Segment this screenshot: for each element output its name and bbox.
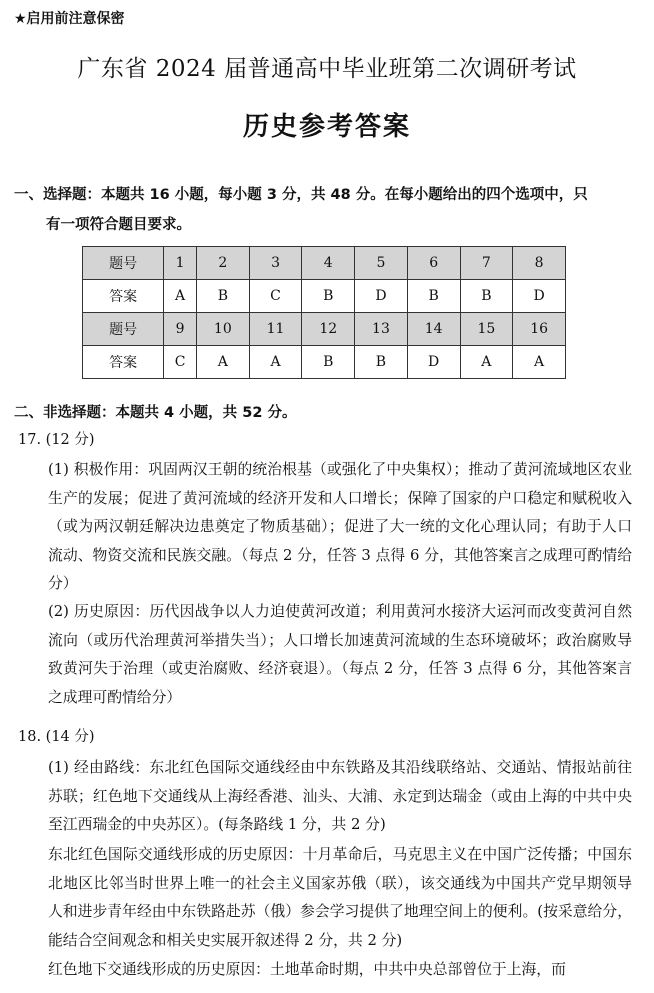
section-1-heading — [14, 180, 634, 240]
question-number-cell: 14 — [407, 313, 460, 346]
exam-title: 广东省 2024 届普通高中毕业班第二次调研考试 — [77, 56, 577, 82]
question-17-part-1: (1) 积极作用：巩固两汉王朝的统治根基（或强化了中央集权）；推动了黄河流域地区农业生产的发展；促进了黄河流域的经济开发和人口增长；保障了国家的户口稳定和赋税收入（或为两汉朝廷解决边患奠定了物质基础）；促进了大一统的文化心理认同；有助于人口流动、物资交流和民族交融。（每点 2 分，任答 3 点得 6 分，其他答案言之成理可酌情给分） — [48, 461, 632, 592]
question-number-cell: 6 — [407, 247, 460, 280]
question-18-part-1: (1) 经由路线：东北红色国际交通线经由中东铁路及其沿线联络站、交通站、情报站前往苏联；红色地下交通线从上海经香港、汕头、大浦、永定到达瑞金（或由上海的中共中央至江西瑞金的中央苏区）。(每条路线 1 分，共 2 分) — [48, 759, 632, 833]
answer-cell: B — [302, 280, 355, 313]
question-number-cell: 5 — [355, 247, 408, 280]
answer-cell: B — [355, 346, 408, 379]
question-17-part-2: (2) 历史原因：历代因战争以人力迫使黄河改道；利用黄河水接济大运河而改变黄河自然流向（或历代治理黄河举措失当）；人口增长加速黄河流域的生态环境破坏；政治腐败导致黄河失于治理（或吏治腐败、经济衰退）。（每点 2 分，任答 3 点得 6 分，其他答案言之成理可酌情给分） — [48, 603, 632, 706]
question-number-row — [83, 313, 566, 346]
answer-key-title: 历史参考答案 — [242, 112, 411, 142]
question-18-part-2: 东北红色国际交通线形成的历史原因：十月革命后，马克思主义在中国广泛传播；中国东北地区比邻当时世界上唯一的社会主义国家苏俄（联），该交通线为中国共产党早期领导人和进步青年经由中东铁路赴苏（俄）参会学习提供了地理空间上的便利。(按采意给分，能结合空间观念和相关史实展开叙述得 2 分，共 2 分) — [48, 846, 632, 949]
answer-cell: D — [407, 346, 460, 379]
answer-cell: A — [196, 346, 249, 379]
answer-cell: B — [302, 346, 355, 379]
question-number-cell: 3 — [249, 247, 302, 280]
question-18-part-3: 红色地下交通线形成的历史原因：土地革命时期，中共中央总部曾位于上海，而 — [48, 961, 566, 978]
question-number-cell: 2 — [196, 247, 249, 280]
question-number-cell: 4 — [302, 247, 355, 280]
section-1-line-1: 一、选择题：本题共 16 小题，每小题 3 分，共 48 分。在每小题给出的四个选项中，只 — [14, 187, 588, 203]
answer-cell: D — [513, 280, 566, 313]
row-label: 题号 — [83, 313, 164, 346]
row-label: 题号 — [83, 247, 164, 280]
question-number-row — [83, 247, 566, 280]
question-number-cell: 1 — [164, 247, 197, 280]
confidential-note: ★启用前注意保密 — [14, 11, 125, 27]
answer-cell: C — [249, 280, 302, 313]
answer-row — [83, 346, 566, 379]
question-18-label: 18. (14 分) — [18, 729, 95, 745]
question-number-cell: 7 — [460, 247, 513, 280]
question-number-cell: 8 — [513, 247, 566, 280]
answer-cell: A — [460, 346, 513, 379]
answer-cell: D — [355, 280, 408, 313]
answer-cell: B — [460, 280, 513, 313]
section-2-heading: 二、非选择题：本题共 4 小题，共 52 分。 — [14, 405, 297, 421]
row-label: 答案 — [83, 346, 164, 379]
section-1-line-2: 有一项符合题目要求。 — [46, 217, 191, 233]
answer-cell: B — [196, 280, 249, 313]
question-number-cell: 9 — [164, 313, 197, 346]
question-17-label: 17. (12 分) — [18, 432, 95, 448]
answer-row — [83, 280, 566, 313]
question-number-cell: 10 — [196, 313, 249, 346]
question-number-cell: 11 — [249, 313, 302, 346]
answer-table — [82, 246, 566, 379]
answer-cell: B — [407, 280, 460, 313]
answer-cell: C — [164, 346, 197, 379]
answer-cell: A — [164, 280, 197, 313]
question-number-cell: 15 — [460, 313, 513, 346]
answer-cell: A — [249, 346, 302, 379]
answer-cell: A — [513, 346, 566, 379]
question-number-cell: 12 — [302, 313, 355, 346]
question-number-cell: 13 — [355, 313, 408, 346]
question-number-cell: 16 — [513, 313, 566, 346]
row-label: 答案 — [83, 280, 164, 313]
